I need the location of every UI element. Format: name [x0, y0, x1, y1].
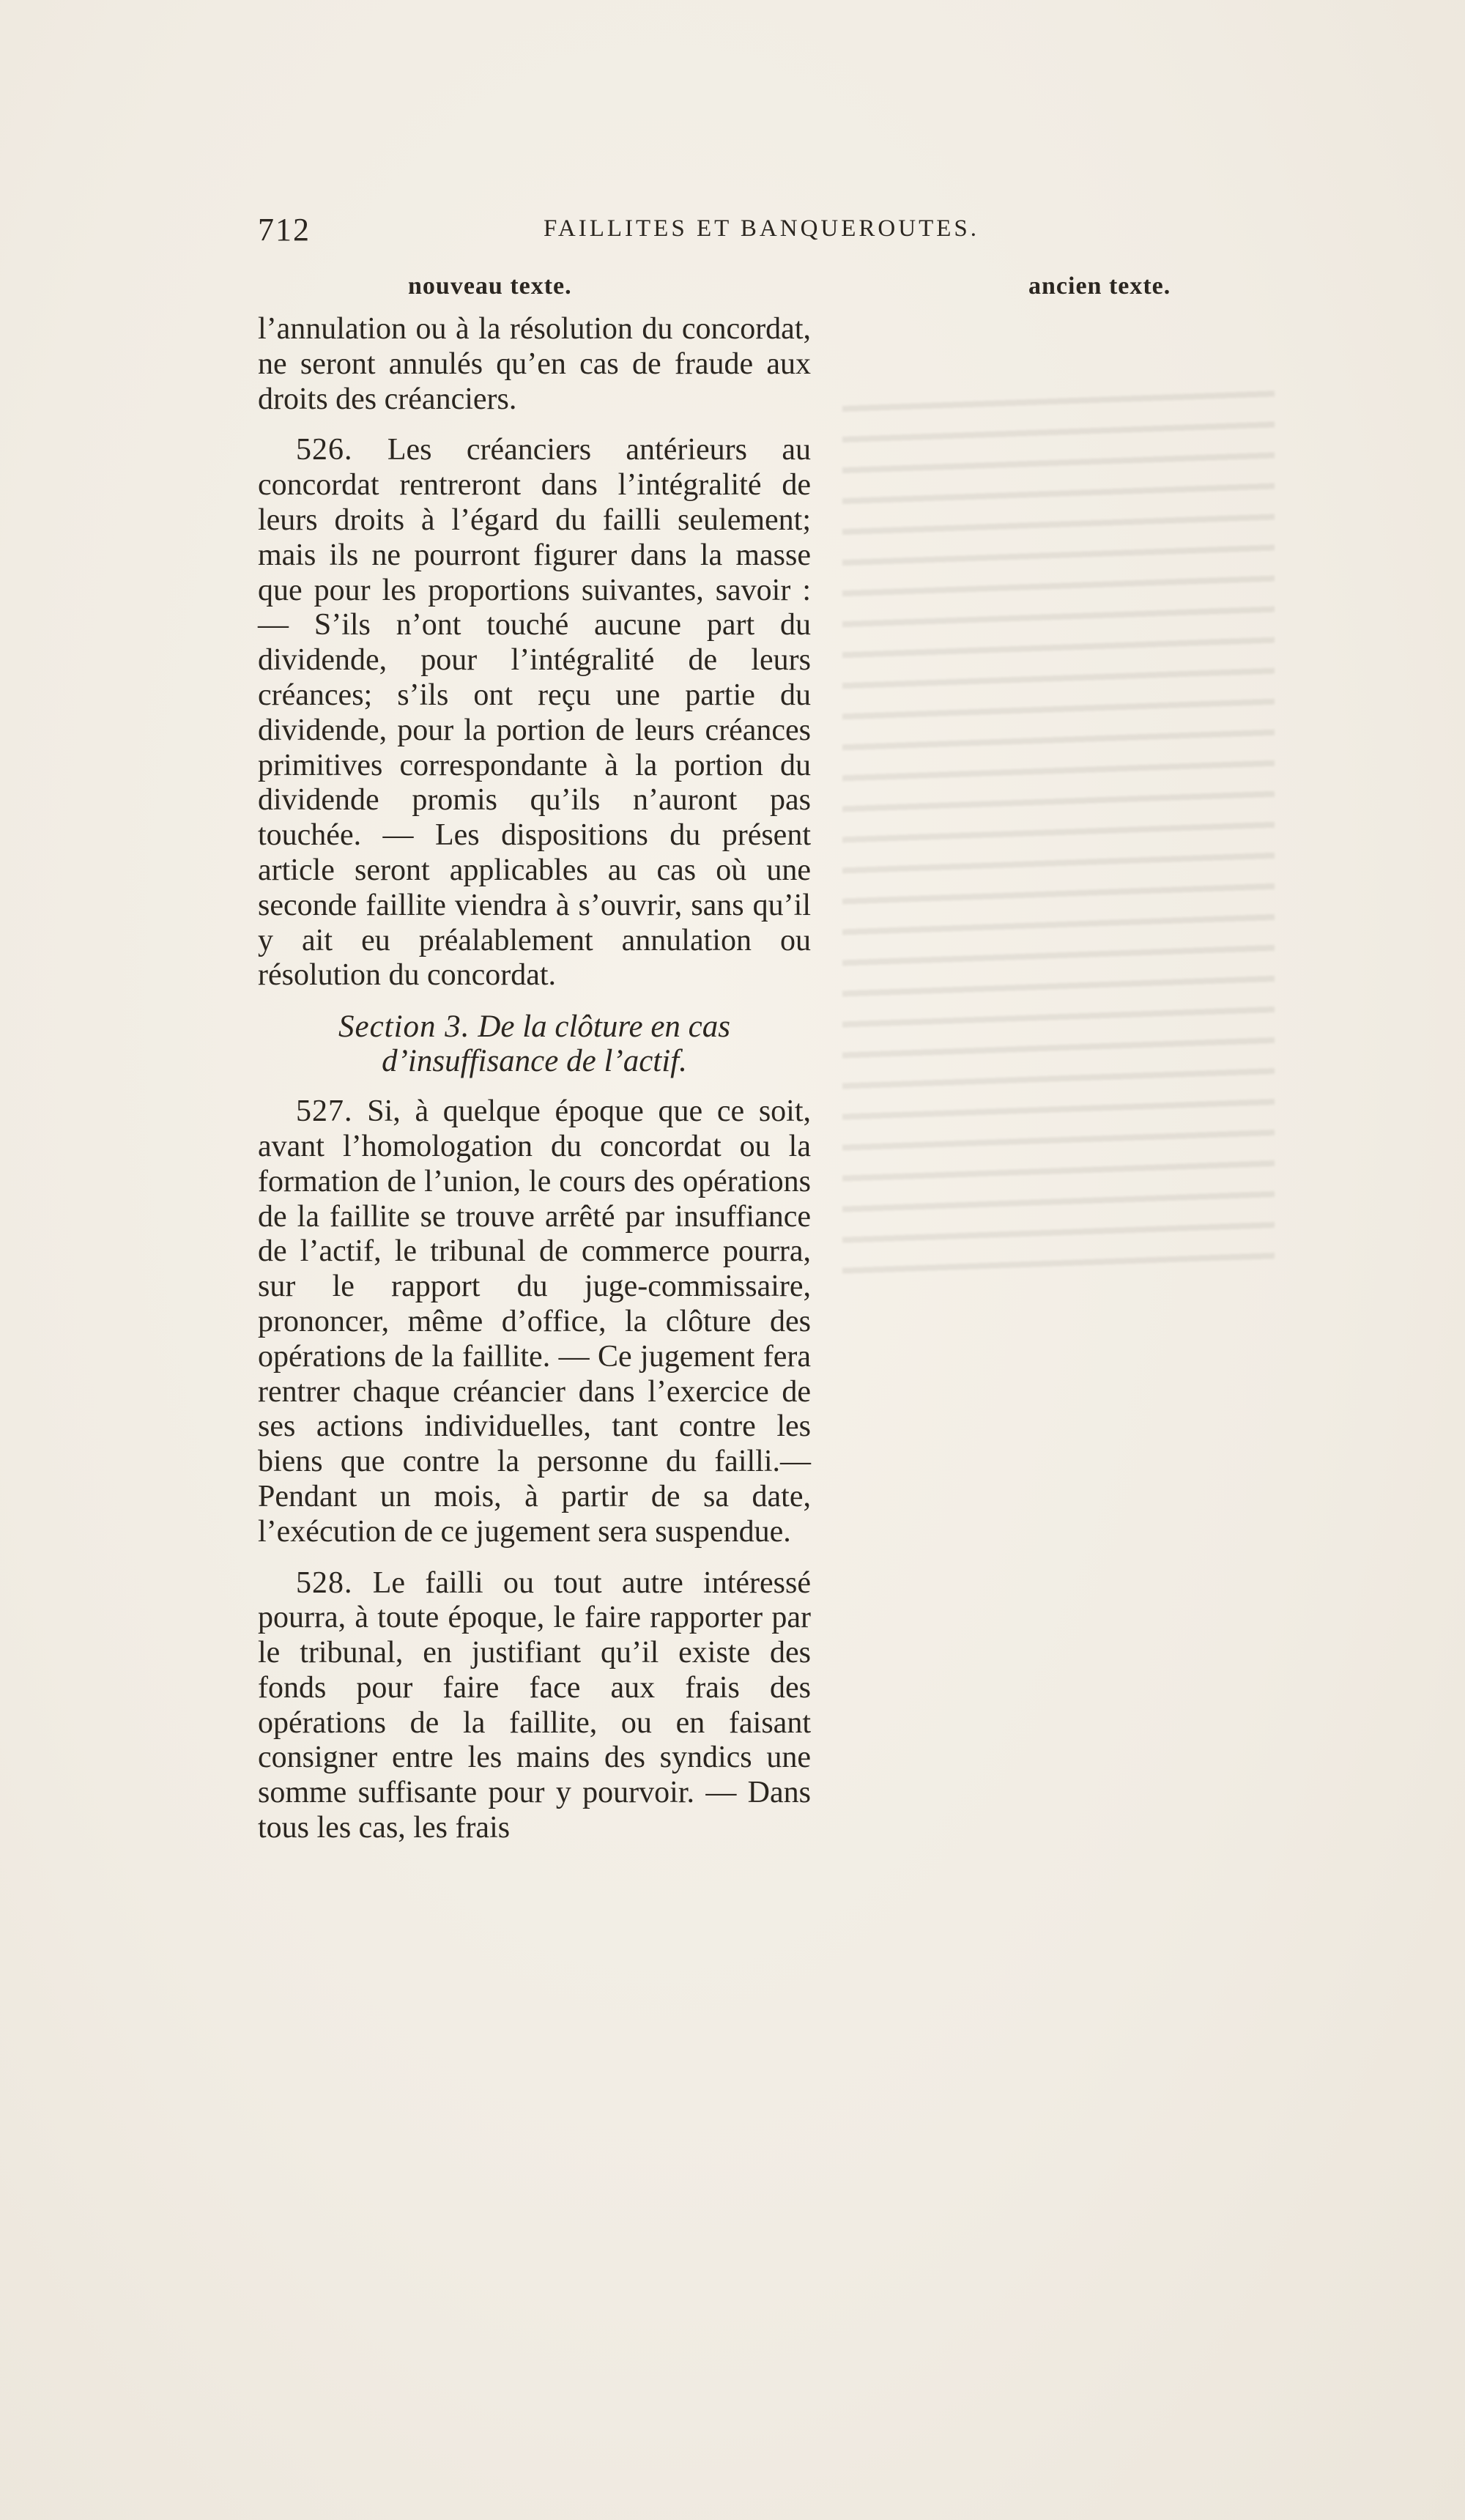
section-heading: [258, 1009, 811, 1078]
article-526-number: 526.: [296, 433, 353, 467]
section-number: Section 3.: [338, 1009, 470, 1045]
running-head: [258, 211, 1232, 248]
old-text-label: ancien texte.: [1028, 273, 1171, 300]
article-528-text: Le failli ou tout autre intéressé pourra, à toute époque, le faire rapporter par le tribunal, en justifiant qu’il existe des fonds pour faire face aux frais des opérations de la faillite, ou en faisant consigner entre les mains des syndics une somme suffisante pour y pourvoir. — Dans tous les cas, les frais: [258, 1565, 811, 1845]
new-text-label: nouveau texte.: [408, 273, 572, 300]
old-text-column: [857, 312, 1275, 1264]
article-528: [258, 1566, 811, 1846]
page-number: 712: [258, 212, 311, 248]
section-title: De la clôture en cas d’insuffisance de l’actif.: [382, 1009, 731, 1079]
article-526-text: Les créanciers antérieurs au concordat rentreront dans l’intégralité de leurs droits à l’égard du failli seulement; mais ils ne pourront figurer dans la masse que pour les proportions suivantes, savoir : — S’ils n’ont touché aucune part du dividende, pour l’intégralité de leurs créances; s’ils ont reçu une partie du dividende, pour la portion de leurs créances primitives correspondante à la portion du dividende promis qu’ils n’auront pas touchée. — Les dispositions du présent article seront applicables au cas où une seconde faillite viendra à s’ouvrir, sans qu’il y ait eu préalablement annulation ou résolution du concordat.: [258, 433, 811, 993]
continued-paragraph: l’annulation ou à la résolution du concordat, ne seront annulés qu’en cas de fraude aux droits des créanciers.: [258, 312, 811, 416]
column-labels: [258, 273, 1283, 302]
article-527: [258, 1094, 811, 1549]
running-title: FAILLITES ET BANQUEROUTES.: [544, 215, 980, 242]
new-text-column: [258, 312, 811, 1862]
article-526: [258, 433, 811, 993]
article-527-number: 527.: [296, 1094, 353, 1129]
article-528-number: 528.: [296, 1565, 353, 1600]
article-527-text: Si, à quelque époque que ce soit, avant l’homologation du concordat ou la formation de l’union, le cours des opérations de la faillite se trouve arrêté par insuffiance de l’actif, le tribunal de commerce pourra, sur le rapport du juge-commissaire, prononcer, même d’office, la clôture des opérations de la faillite. — Ce jugement fera rentrer chaque créancier dans l’exercice de ses actions individuelles, tant contre les biens que contre la personne du failli.—Pendant un mois, à partir de sa date, l’exécution de ce jugement sera suspendue.: [258, 1094, 812, 1549]
